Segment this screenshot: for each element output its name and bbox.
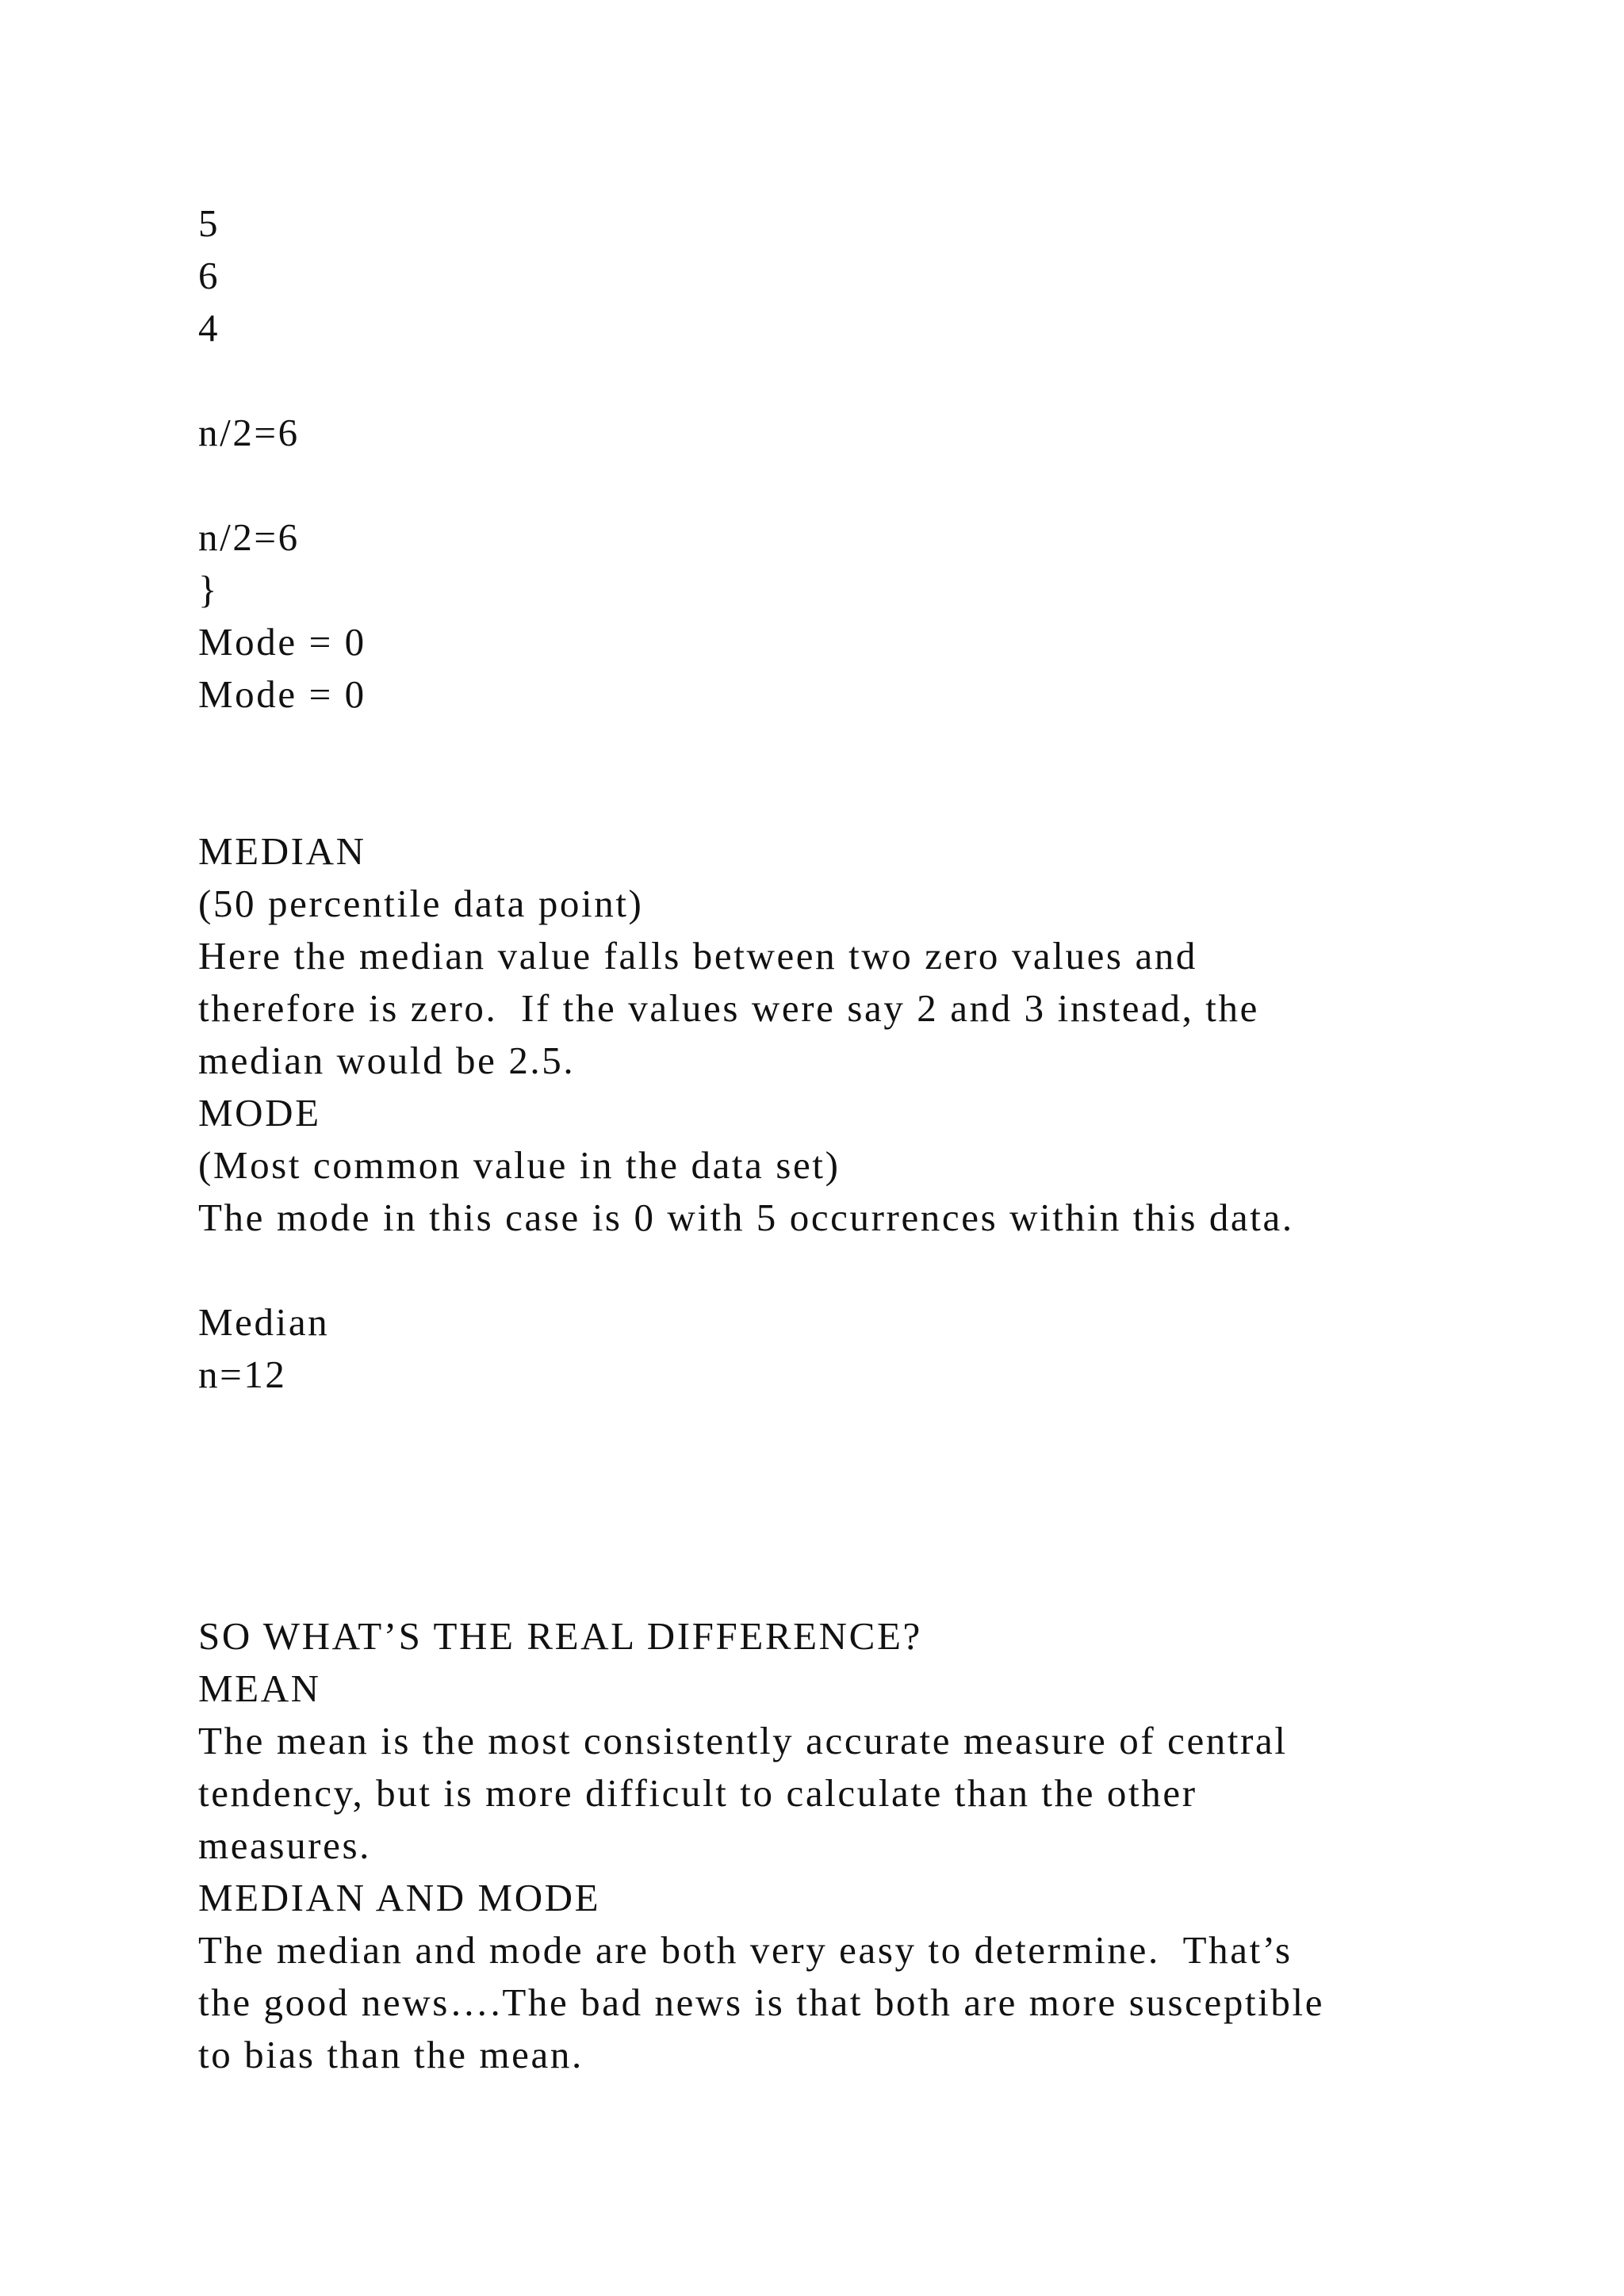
text-line-n-half-first: n/2=6 xyxy=(198,411,300,454)
median-mode-body-line-1: The median and mode are both very easy to determine. That’s xyxy=(198,1928,1293,1972)
median-subheading: (50 percentile data point) xyxy=(198,882,644,925)
text-line-closing-brace: } xyxy=(198,568,220,611)
mode-subheading: (Most common value in the data set) xyxy=(198,1143,841,1187)
median-label: Median xyxy=(198,1300,330,1344)
text-line-n-half-second: n/2=6 xyxy=(198,515,300,559)
mean-body-line-1: The mean is the most consistently accurate measure of central xyxy=(198,1719,1288,1762)
text-line-mode-second: Mode = 0 xyxy=(198,672,366,716)
mean-heading: MEAN xyxy=(198,1667,321,1710)
median-and-mode-heading: MEDIAN AND MODE xyxy=(198,1876,601,1919)
median-heading: MEDIAN xyxy=(198,829,366,873)
text-line-mode-first: Mode = 0 xyxy=(198,620,366,664)
median-mode-body-line-2: the good news….The bad news is that both are more susceptible xyxy=(198,1980,1325,2024)
mode-body-line-1: The mode in this case is 0 with 5 occurrences within this data. xyxy=(198,1196,1294,1239)
text-line-value-4: 4 xyxy=(198,306,220,350)
mode-heading: MODE xyxy=(198,1091,321,1135)
median-body-line-1: Here the median value falls between two zero values and xyxy=(198,934,1197,978)
median-mode-body-line-3: to bias than the mean. xyxy=(198,2033,584,2076)
median-body-line-3: median would be 2.5. xyxy=(198,1039,576,1082)
text-line-value-6: 6 xyxy=(198,254,220,297)
text-line-value-5: 5 xyxy=(198,201,220,245)
median-body-line-2: therefore is zero. If the values were say 2 and 3 instead, the xyxy=(198,986,1259,1030)
mean-body-line-3: measures. xyxy=(198,1823,371,1867)
n-equals-12: n=12 xyxy=(198,1353,287,1396)
mean-body-line-2: tendency, but is more difficult to calculate than the other xyxy=(198,1771,1197,1815)
difference-heading: SO WHAT’S THE REAL DIFFERENCE? xyxy=(198,1614,922,1658)
